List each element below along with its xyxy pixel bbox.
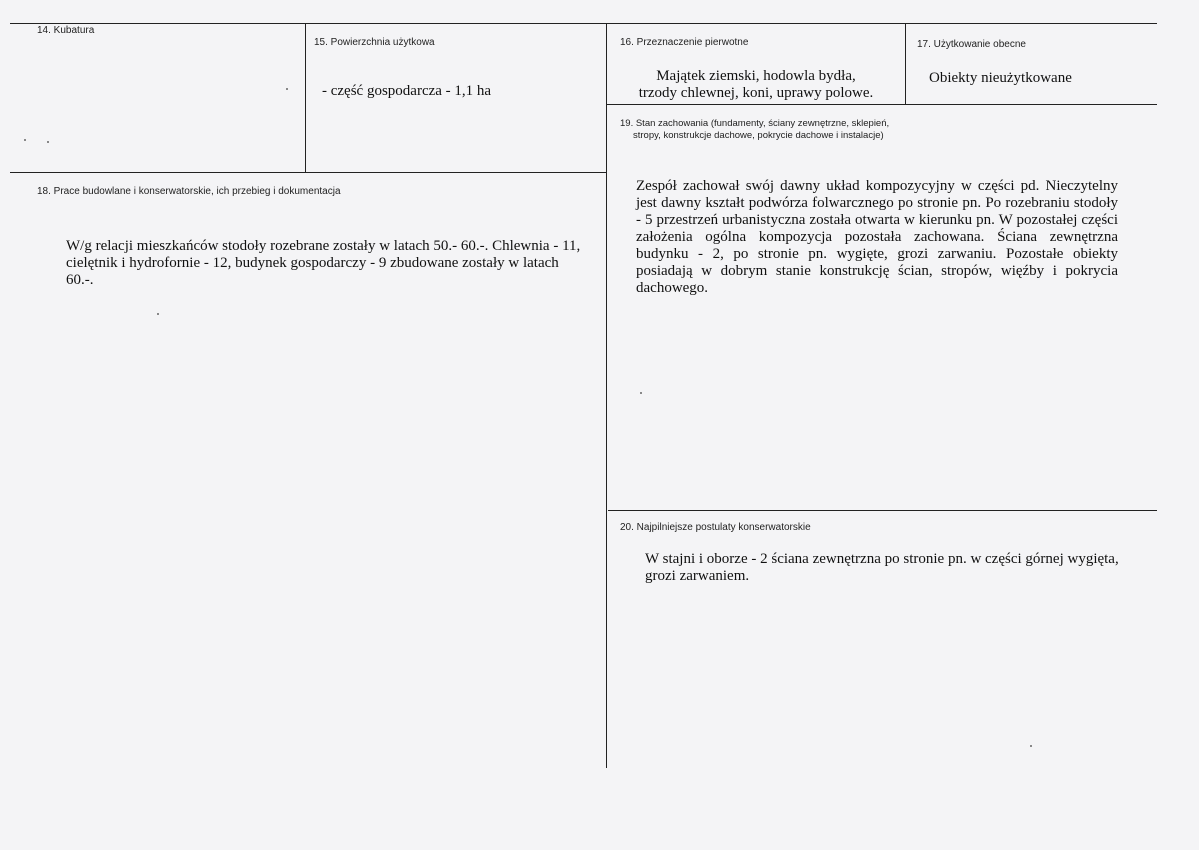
field-19-label [620, 118, 889, 142]
field-16-value-line-2: trzody chlewnej, koni, uprawy polowe. [638, 85, 874, 101]
field-19-label-line-2: stropy, konstrukcje dachowe, pokrycie dachowe i instalacje) [633, 130, 884, 141]
rule-row2-right [608, 510, 1157, 511]
rule-col-14-15 [305, 23, 306, 172]
rule-col-main [606, 23, 607, 768]
rule-row1-left [10, 172, 606, 173]
field-17-label: 17. Użytkowanie obecne [917, 39, 1026, 50]
scan-speck [157, 313, 159, 315]
field-19-label-line-1: 19. Stan zachowania (fundamenty, ściany zewnętrzne, sklepień, [620, 118, 890, 129]
field-15-value: - część gospodarcza - 1,1 ha [322, 83, 492, 99]
scan-speck [640, 392, 642, 394]
field-14-label: 14. Kubatura [37, 25, 95, 36]
scan-speck [24, 139, 26, 141]
field-20-value: W stajni i oborze - 2 ściana zewnętrzna po stronie pn. w części górnej wygięta, grozi zarwaniem. [645, 551, 1119, 584]
field-16-value [612, 68, 900, 102]
field-15-label: 15. Powierzchnia użytkowa [314, 37, 435, 48]
field-18-label: 18. Prace budowlane i konserwatorskie, ich przebieg i dokumentacja [37, 186, 341, 197]
scan-speck [1030, 745, 1032, 747]
scan-speck [286, 88, 288, 90]
field-16-label: 16. Przeznaczenie pierwotne [620, 37, 749, 48]
scan-speck [47, 141, 49, 143]
field-19-value: Zespół zachował swój dawny układ kompozycyjny w części pd. Nieczytelny jest dawny kształt podwórza folwarcznego po stronie pn. Po rozebraniu stodoły - 5 przestrzeń urbanistyczna została otwarta w kierunku pn. W pozostałej części założenia ogólna kompozycja pozostała zachowana. Ściana zewnętrzna budynku - 2, po stronie pn. wygięte, grozi zarwaniu. Pozostałe obiekty posiadają w dobrym stanie konstrukcję ścian, stropów, więźby i pokrycia dachowego. [636, 178, 1118, 296]
rule-top [10, 23, 1157, 24]
field-20-label: 20. Najpilniejsze postulaty konserwatorskie [620, 522, 811, 533]
field-16-value-line-1: Majątek ziemski, hodowla bydła, [656, 68, 856, 84]
rule-row1-right [606, 104, 1157, 105]
field-18-value: W/g relacji mieszkańców stodoły rozebrane zostały w latach 50.- 60.-. Chlewnia - 11, cielętnik i hydrofornie - 12, budynek gospodarczy - 9 zbudowane zostały w latach 60.-. [66, 238, 581, 288]
rule-col-16-17 [905, 23, 906, 104]
field-17-value: Obiekty nieużytkowane [929, 70, 1072, 86]
